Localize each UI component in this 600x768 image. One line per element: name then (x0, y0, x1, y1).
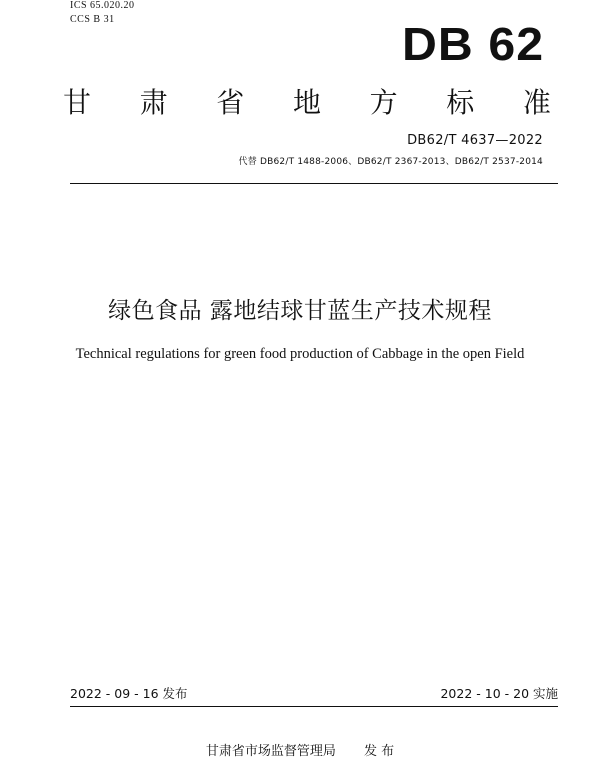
publisher-action: 发 布 (363, 744, 395, 759)
title-char: 甘 (62, 86, 91, 119)
english-title: Technical regulations for green food production of Cabbage in the open Field (75, 346, 525, 362)
replaces-note: 代替 DB62/T 1488-2006、DB62/T 2367-2013、DB62/T 2537-2014 (238, 157, 543, 167)
publisher-line (0, 744, 600, 760)
publisher-name: 甘肃省市场监督管理局 (205, 744, 336, 759)
ccs-code: CCS B 31 (70, 14, 115, 25)
title-char: 地 (292, 86, 321, 119)
title-char: 方 (369, 86, 398, 119)
title-char: 省 (216, 86, 245, 119)
standard-number: DB62/T 4637—2022 (407, 133, 543, 148)
ics-code: ICS 65.020.20 (70, 0, 135, 11)
standard-type-title (62, 86, 552, 120)
implementation-date: 2022 - 10 - 20 实施 (440, 686, 558, 701)
header-divider (70, 183, 558, 184)
title-char: 肃 (139, 86, 168, 119)
standard-logo: DB 62 (402, 18, 545, 70)
issue-date: 2022 - 09 - 16 发布 (70, 686, 188, 701)
chinese-title: 绿色食品 露地结球甘蓝生产技术规程 (108, 298, 492, 324)
footer-divider (70, 706, 558, 707)
title-char: 标 (446, 86, 475, 119)
title-char: 准 (522, 86, 551, 119)
